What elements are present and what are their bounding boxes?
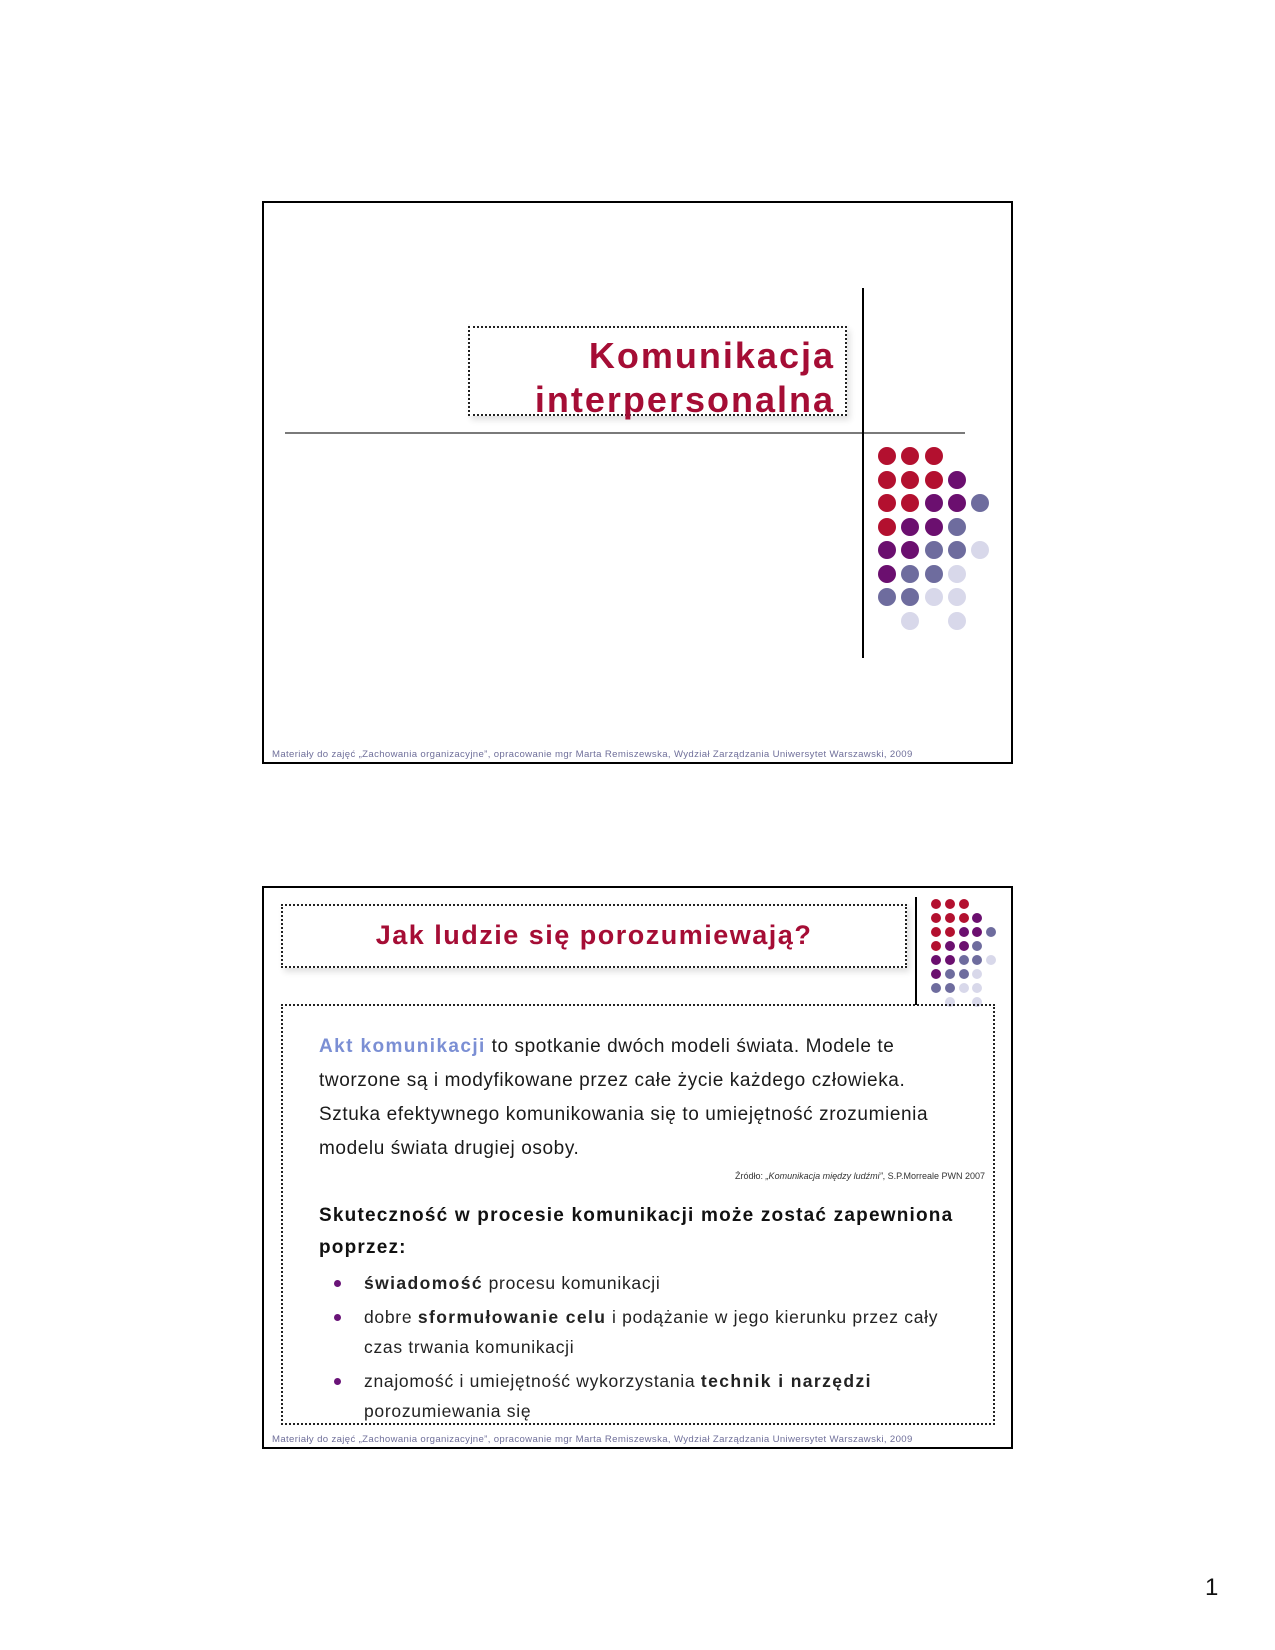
dot-icon (959, 927, 969, 937)
dot-icon (972, 941, 982, 951)
dot-icon (925, 541, 943, 559)
dot-icon (901, 588, 919, 606)
dot-icon (972, 983, 982, 993)
dot-icon (945, 983, 955, 993)
dot-icon (901, 565, 919, 583)
item-text: i podążanie w jego kierunku przez cały czas trwania komunikacji (364, 1307, 939, 1357)
footer-credit: Materiały do zajęć „Zachowania organizacyjne”, opracowanie mgr Marta Remiszewska, Wydział Zarządzania Uniwersytet Warszawski, 2009 (272, 749, 913, 760)
source-suffix: , S.P.Morreale PWN 2007 (882, 1171, 985, 1181)
dot-icon (925, 565, 943, 583)
slide-title (535, 334, 835, 422)
dot-icon (901, 518, 919, 536)
source-title: „Komunikacja między ludźmi” (765, 1171, 883, 1181)
dot-icon (948, 494, 966, 512)
dot-icon (948, 471, 966, 489)
dot-icon (878, 541, 896, 559)
list-item (319, 1366, 979, 1426)
dot-icon (971, 541, 989, 559)
bullet-icon (334, 1314, 341, 1321)
vertical-divider (915, 897, 917, 1005)
dot-icon (945, 969, 955, 979)
footer-credit: Materiały do zajęć „Zachowania organizacyjne”, opracowanie mgr Marta Remiszewska, Wydział Zarządzania Uniwersytet Warszawski, 2009 (272, 1434, 913, 1445)
highlight-term: Akt komunikacji (319, 1036, 486, 1057)
slide-1 (262, 201, 1013, 764)
decorative-dot-grid (924, 898, 1014, 1008)
slide-2 (262, 886, 1013, 1449)
bullet-icon (334, 1280, 341, 1287)
dot-icon (959, 969, 969, 979)
paragraph-text: to spotkanie dwóch modeli świata. Modele te tworzone są i modyfikowane przez całe życie każdego człowieka. Sztuka efektywnego komunikowania się to umiejętność zrozumienia modelu świata drugiej osoby. (319, 1036, 929, 1159)
title-line-1: Komunikacja (588, 335, 835, 376)
dot-icon (901, 612, 919, 630)
dot-icon (948, 518, 966, 536)
dot-icon (986, 955, 996, 965)
dot-icon (959, 913, 969, 923)
content-box (281, 1004, 995, 1425)
dot-icon (925, 518, 943, 536)
item-text: znajomość i umiejętność wykorzystania (364, 1371, 701, 1391)
dot-icon (901, 541, 919, 559)
list-item (319, 1302, 979, 1362)
dot-icon (948, 541, 966, 559)
dot-icon (972, 969, 982, 979)
bullet-icon (334, 1378, 341, 1385)
dot-icon (945, 913, 955, 923)
source-citation (735, 1171, 985, 1181)
dot-icon (931, 969, 941, 979)
dot-icon (945, 941, 955, 951)
dot-icon (901, 494, 919, 512)
dot-icon (945, 899, 955, 909)
dot-icon (931, 927, 941, 937)
source-prefix: Źródło: (735, 1171, 766, 1181)
dot-icon (925, 471, 943, 489)
dot-icon (972, 927, 982, 937)
lead-heading: Skuteczność w procesie komunikacji może zostać zapewniona poprzez: (319, 1205, 954, 1258)
slide-title: Jak ludzie się porozumiewają? (375, 920, 813, 950)
dot-icon (878, 494, 896, 512)
dot-icon (878, 565, 896, 583)
dot-icon (948, 612, 966, 630)
dot-icon (925, 588, 943, 606)
dot-icon (959, 983, 969, 993)
item-text: porozumiewania się (364, 1401, 532, 1421)
dot-icon (925, 494, 943, 512)
dot-icon (948, 588, 966, 606)
dot-icon (948, 565, 966, 583)
dot-icon (945, 955, 955, 965)
dot-icon (959, 941, 969, 951)
decorative-dot-grid (874, 443, 1004, 643)
dot-icon (901, 447, 919, 465)
dot-icon (925, 447, 943, 465)
dot-icon (878, 447, 896, 465)
dot-icon (945, 927, 955, 937)
dot-icon (931, 899, 941, 909)
item-bold: technik i narzędzi (700, 1371, 872, 1391)
dot-icon (986, 927, 996, 937)
dot-icon (878, 588, 896, 606)
item-text: procesu komunikacji (483, 1273, 661, 1293)
dot-icon (931, 941, 941, 951)
title-line-2: interpersonalna (534, 379, 835, 420)
title-box (281, 904, 907, 968)
dot-icon (901, 471, 919, 489)
dot-icon (972, 913, 982, 923)
vertical-divider (862, 288, 864, 658)
bullet-list (319, 1268, 979, 1430)
list-item (319, 1268, 979, 1298)
item-bold: sformułowanie celu (417, 1307, 607, 1327)
dot-icon (878, 471, 896, 489)
dot-icon (931, 983, 941, 993)
dot-icon (931, 913, 941, 923)
dot-icon (931, 955, 941, 965)
item-text: dobre (364, 1307, 418, 1327)
title-box (468, 326, 847, 420)
page-number: 1 (1205, 1574, 1219, 1601)
dot-icon (959, 955, 969, 965)
dot-icon (972, 955, 982, 965)
dot-icon (878, 518, 896, 536)
dot-icon (959, 899, 969, 909)
definition-paragraph (319, 1030, 969, 1166)
dot-icon (971, 494, 989, 512)
item-bold: świadomość (364, 1273, 484, 1293)
